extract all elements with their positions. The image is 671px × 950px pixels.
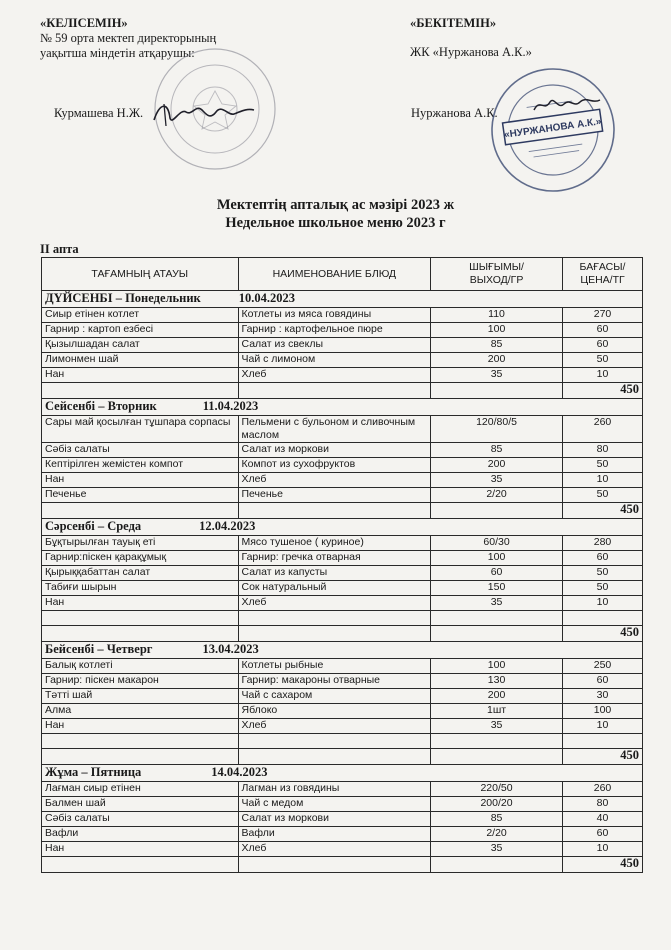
dish-ru: Гарнир: гречка отварная xyxy=(238,551,431,566)
table-row xyxy=(42,323,643,338)
dish-output: 220/50 xyxy=(431,782,563,797)
table-row xyxy=(42,416,643,443)
week-label: II апта xyxy=(40,242,79,256)
dish-output: 100 xyxy=(431,323,563,338)
table-row xyxy=(42,443,643,458)
table-row xyxy=(42,659,643,674)
day-total: 450 xyxy=(563,383,643,399)
dish-ru: Чай с медом xyxy=(238,797,431,812)
dish-output: 85 xyxy=(431,812,563,827)
dish-kz: Тәтті шай xyxy=(42,689,239,704)
table-row xyxy=(42,719,643,734)
dish-kz: Вафли xyxy=(42,827,239,842)
dish-kz: Лағман сиыр етінен xyxy=(42,782,239,797)
dish-kz: Гарнир: піскен макарон xyxy=(42,674,239,689)
day-date: 11.04.2023 xyxy=(202,399,259,413)
dish-ru: Мясо тушеное ( куриное) xyxy=(238,536,431,551)
dish-ru: Лагман из говядины xyxy=(238,782,431,797)
dish-price: 60 xyxy=(563,323,643,338)
table-row xyxy=(42,596,643,611)
dish-kz: Бұқтырылған тауық еті xyxy=(42,536,239,551)
title-ru: Недельное школьное меню 2023 г xyxy=(225,215,446,231)
dish-kz: Нан xyxy=(42,473,239,488)
day-name: ДҮЙСЕНБІ – Понедельник xyxy=(45,291,201,305)
dish-price: 10 xyxy=(563,719,643,734)
dish-output: 35 xyxy=(431,368,563,383)
dish-kz: Сәбіз салаты xyxy=(42,812,239,827)
dish-ru: Гарнир: макароны отварные xyxy=(238,674,431,689)
total-row xyxy=(42,857,643,873)
dish-output: 150 xyxy=(431,581,563,596)
table-row xyxy=(42,812,643,827)
dish-ru: Хлеб xyxy=(238,596,431,611)
agreed-signer: Курмашева Н.Ж. xyxy=(54,106,144,120)
table-row xyxy=(42,308,643,323)
col-header-output: ШЫҒЫМЫ/ ВЫХОД/ГР xyxy=(431,258,563,291)
agreed-title: «КЕЛІСЕМІН» xyxy=(40,16,128,30)
dish-ru: Вафли xyxy=(238,827,431,842)
day-date: 13.04.2023 xyxy=(202,642,259,656)
dish-kz: Лимонмен шай xyxy=(42,353,239,368)
dish-output: 35 xyxy=(431,473,563,488)
day-name: Бейсенбі – Четверг xyxy=(45,642,153,656)
dish-ru: Котлеты рыбные xyxy=(238,659,431,674)
dish-price: 100 xyxy=(563,704,643,719)
dish-output: 35 xyxy=(431,842,563,857)
table-row xyxy=(42,581,643,596)
dish-output: 2/20 xyxy=(431,488,563,503)
table-row xyxy=(42,338,643,353)
dish-price: 50 xyxy=(563,581,643,596)
table-row xyxy=(42,782,643,797)
day-date: 12.04.2023 xyxy=(199,519,256,533)
table-row xyxy=(42,797,643,812)
blank-row xyxy=(42,734,643,749)
dish-ru: Салат из свеклы xyxy=(238,338,431,353)
agreed-line-2: уақытша міндетін атқарушы: xyxy=(40,46,195,60)
dish-output: 100 xyxy=(431,551,563,566)
total-row xyxy=(42,749,643,765)
table-row xyxy=(42,842,643,857)
dish-kz: Қызылшадан салат xyxy=(42,338,239,353)
dish-kz: Нан xyxy=(42,719,239,734)
day-total: 450 xyxy=(563,503,643,519)
dish-ru: Хлеб xyxy=(238,473,431,488)
dish-price: 60 xyxy=(563,551,643,566)
dish-kz: Нан xyxy=(42,368,239,383)
dish-ru: Чай с сахаром xyxy=(238,689,431,704)
table-header-row xyxy=(42,258,643,291)
dish-output: 1шт xyxy=(431,704,563,719)
total-row xyxy=(42,383,643,399)
dish-price: 30 xyxy=(563,689,643,704)
approved-signer: Нуржанова А.К. xyxy=(411,106,498,120)
dish-ru: Чай с лимоном xyxy=(238,353,431,368)
dish-output: 85 xyxy=(431,338,563,353)
day-total: 450 xyxy=(563,749,643,765)
table-row xyxy=(42,674,643,689)
dish-price: 60 xyxy=(563,827,643,842)
dish-ru: Сок натуральный xyxy=(238,581,431,596)
dish-output: 200 xyxy=(431,689,563,704)
dish-price: 80 xyxy=(563,443,643,458)
day-row-monday xyxy=(42,291,643,308)
dish-ru: Гарнир : картофельное пюре xyxy=(238,323,431,338)
col-header-ru: НАИМЕНОВАНИЕ БЛЮД xyxy=(238,258,431,291)
table-row xyxy=(42,353,643,368)
table-row xyxy=(42,473,643,488)
dish-output: 130 xyxy=(431,674,563,689)
day-row-thursday xyxy=(42,642,643,659)
director-signature-icon xyxy=(150,98,260,130)
dish-output: 110 xyxy=(431,308,563,323)
total-row xyxy=(42,626,643,642)
dish-ru: Хлеб xyxy=(238,719,431,734)
dish-price: 260 xyxy=(563,782,643,797)
agreed-line-1: № 59 орта мектеп директорының xyxy=(40,31,217,45)
dish-price: 10 xyxy=(563,842,643,857)
day-row-friday xyxy=(42,765,643,782)
dish-ru: Салат из моркови xyxy=(238,443,431,458)
total-row xyxy=(42,503,643,519)
day-total: 450 xyxy=(563,626,643,642)
dish-price: 50 xyxy=(563,458,643,473)
dish-kz: Сиыр етінен котлет xyxy=(42,308,239,323)
dish-output: 35 xyxy=(431,596,563,611)
dish-output: 85 xyxy=(431,443,563,458)
dish-kz: Нан xyxy=(42,842,239,857)
approver-signature-icon xyxy=(532,92,602,118)
stamp-name: «НУРЖАНОВА А.К.» xyxy=(503,116,603,141)
day-total: 450 xyxy=(563,857,643,873)
dish-output: 2/20 xyxy=(431,827,563,842)
dish-output: 120/80/5 xyxy=(431,416,563,443)
dish-output: 200 xyxy=(431,353,563,368)
dish-ru: Салат из капусты xyxy=(238,566,431,581)
dish-ru: Яблоко xyxy=(238,704,431,719)
col-header-price: БАҒАСЫ/ ЦЕНА/ТГ xyxy=(563,258,643,291)
dish-kz: Гарнир:піскен қарақұмық xyxy=(42,551,239,566)
day-date: 10.04.2023 xyxy=(238,291,295,305)
table-row xyxy=(42,551,643,566)
day-name: Сәрсенбі – Среда xyxy=(45,519,142,533)
dish-kz: Балық котлеті xyxy=(42,659,239,674)
day-row-wednesday xyxy=(42,519,643,536)
dish-kz: Қырыққабаттан салат xyxy=(42,566,239,581)
dish-output: 35 xyxy=(431,719,563,734)
day-name: Сейсенбі – Вторник xyxy=(45,399,157,413)
dish-price: 10 xyxy=(563,368,643,383)
dish-ru: Хлеб xyxy=(238,842,431,857)
table-row xyxy=(42,689,643,704)
dish-kz: Нан xyxy=(42,596,239,611)
title-kz: Мектептің апталық ас мәзірі 2023 ж xyxy=(216,197,455,213)
day-name: Жұма – Пятница xyxy=(45,765,142,779)
dish-price: 80 xyxy=(563,797,643,812)
entrepreneur-seal-icon xyxy=(478,64,628,196)
dish-output: 60 xyxy=(431,566,563,581)
dish-ru: Пельмени с бульоном и сливочным маслом xyxy=(238,416,431,443)
day-row-tuesday xyxy=(42,399,643,416)
dish-kz: Гарнир : картоп езбесі xyxy=(42,323,239,338)
table-row xyxy=(42,827,643,842)
dish-price: 50 xyxy=(563,566,643,581)
table-row xyxy=(42,536,643,551)
dish-ru: Хлеб xyxy=(238,368,431,383)
table-row xyxy=(42,488,643,503)
dish-price: 50 xyxy=(563,353,643,368)
table-row xyxy=(42,368,643,383)
table-row xyxy=(42,458,643,473)
day-date: 14.04.2023 xyxy=(211,765,268,779)
dish-kz: Кептірілген жемістен компот xyxy=(42,458,239,473)
dish-ru: Печенье xyxy=(238,488,431,503)
dish-price: 10 xyxy=(563,596,643,611)
dish-kz: Алма xyxy=(42,704,239,719)
dish-price: 280 xyxy=(563,536,643,551)
approved-title: «БЕКІТЕМІН» xyxy=(410,16,497,30)
table-row xyxy=(42,704,643,719)
dish-kz: Печенье xyxy=(42,488,239,503)
dish-price: 270 xyxy=(563,308,643,323)
approved-line-1: ЖК «Нуржанова А.К.» xyxy=(410,45,532,59)
dish-price: 60 xyxy=(563,338,643,353)
dish-kz: Сәбіз салаты xyxy=(42,443,239,458)
dish-ru: Котлеты из мяса говядины xyxy=(238,308,431,323)
dish-kz: Табиғи шырын xyxy=(42,581,239,596)
dish-output: 100 xyxy=(431,659,563,674)
dish-ru: Компот из сухофруктов xyxy=(238,458,431,473)
dish-ru: Салат из моркови xyxy=(238,812,431,827)
dish-price: 50 xyxy=(563,488,643,503)
col-header-kz: ТАҒАМНЫҢ АТАУЫ xyxy=(42,258,239,291)
dish-output: 200 xyxy=(431,458,563,473)
dish-output: 60/30 xyxy=(431,536,563,551)
approved-block xyxy=(410,16,640,60)
dish-price: 60 xyxy=(563,674,643,689)
dish-price: 250 xyxy=(563,659,643,674)
dish-kz: Балмен шай xyxy=(42,797,239,812)
dish-price: 260 xyxy=(563,416,643,443)
dish-kz: Сары май қосылған тұшпара сорпасы xyxy=(42,416,239,443)
dish-output: 200/20 xyxy=(431,797,563,812)
dish-price: 10 xyxy=(563,473,643,488)
dish-price: 40 xyxy=(563,812,643,827)
table-row xyxy=(42,566,643,581)
menu-table xyxy=(41,257,643,873)
blank-row xyxy=(42,611,643,626)
